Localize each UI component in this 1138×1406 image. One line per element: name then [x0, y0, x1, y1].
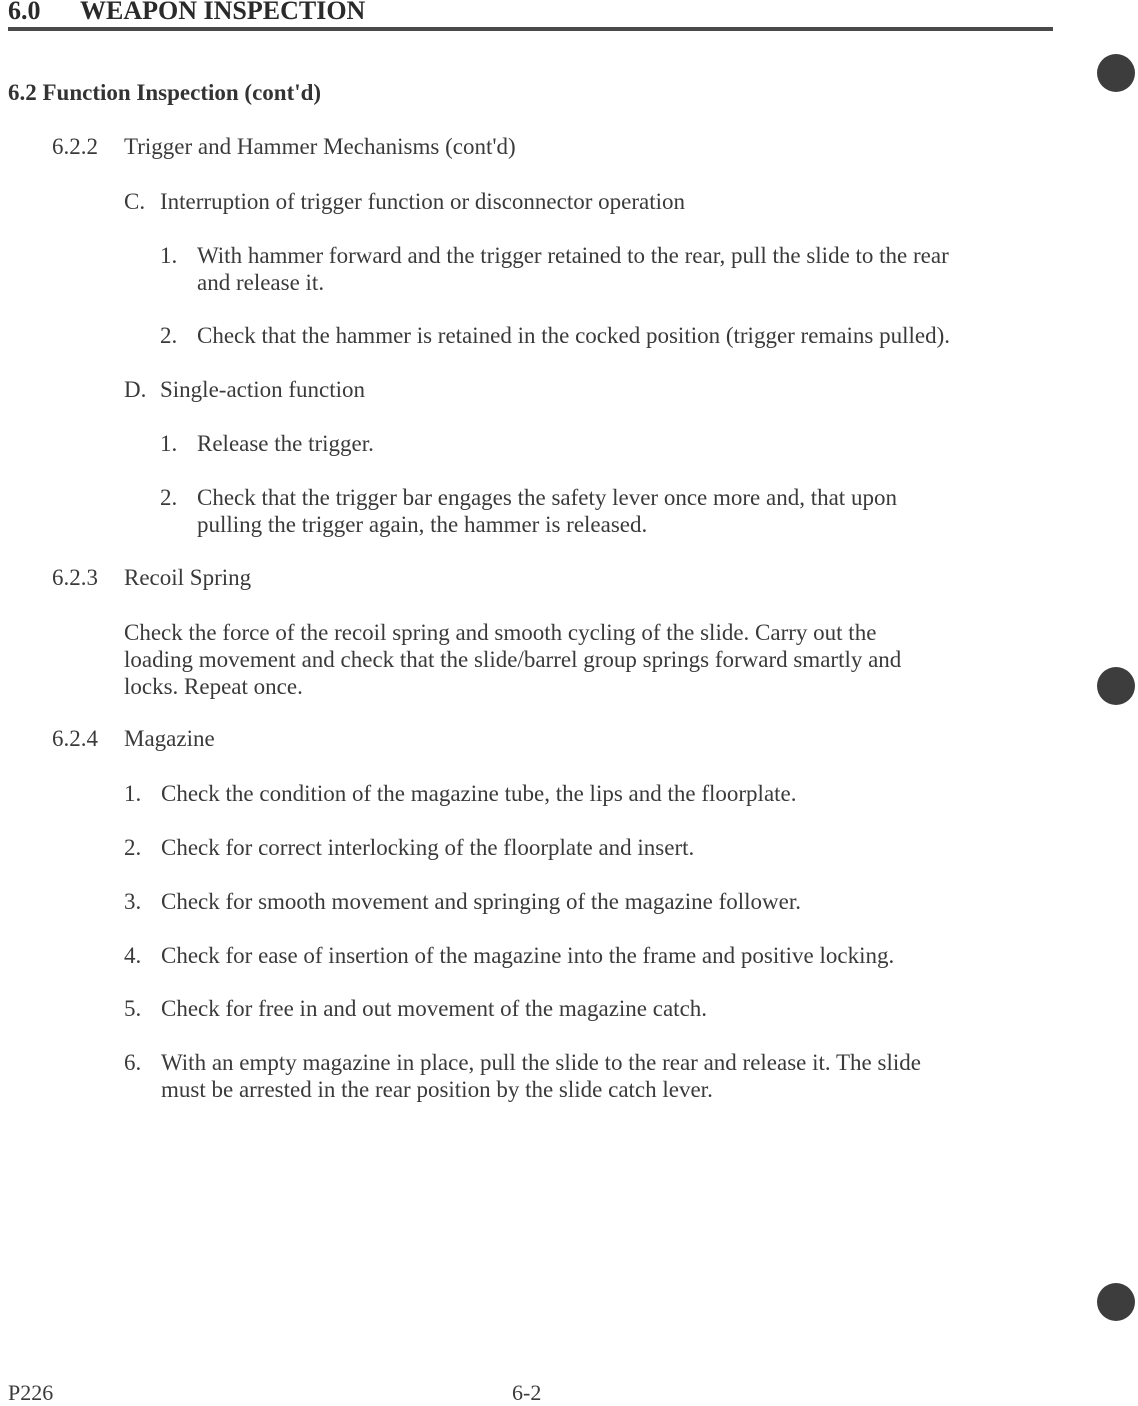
list-marker: 1. [124, 781, 142, 806]
subsection-number: 6.2.4 [52, 726, 98, 751]
list-item-line: Check for ease of insertion of the magazine into the frame and positive locking. [161, 943, 895, 968]
list-marker: D. [124, 377, 147, 402]
paragraph-line: Check the force of the recoil spring and smooth cycling of the slide. Carry out the [124, 620, 877, 645]
list-item [160, 430, 1060, 457]
list-item [160, 242, 1060, 296]
header-rule [8, 27, 1053, 31]
list-item [160, 484, 1060, 538]
list-item-line: Check the condition of the magazine tube, the lips and the floorplate. [161, 781, 797, 806]
list-item-line: pulling the trigger again, the hammer is released. [197, 512, 648, 537]
paragraph-title: Single-action function [160, 377, 366, 402]
list-marker: 1. [160, 243, 178, 268]
list-item-line: and release it. [197, 270, 325, 295]
list-item-line: Check that the hammer is retained in the cocked position (trigger remains pulled). [197, 323, 951, 348]
list-item [124, 780, 1044, 807]
list-item-line: Release the trigger. [197, 431, 374, 456]
list-marker: 4. [124, 943, 142, 968]
subsection-title: Magazine [124, 726, 215, 751]
list-item [124, 888, 1044, 915]
paragraph-d-heading [124, 376, 1024, 403]
subsection-title: Trigger and Hammer Mechanisms (cont'd) [124, 134, 516, 159]
list-item-line: With hammer forward and the trigger retained to the rear, pull the slide to the rear [197, 243, 949, 268]
list-marker: 5. [124, 996, 142, 1021]
subsection-number: 6.2.3 [52, 565, 98, 590]
document-code: P226 [8, 1380, 54, 1405]
chapter-title: WEAPON INSPECTION [80, 0, 366, 25]
list-item [160, 322, 1060, 349]
list-marker: 1. [160, 431, 178, 456]
subsection-number: 6.2.2 [52, 134, 98, 159]
paragraph-line: loading movement and check that the slide/barrel group springs forward smartly and [124, 647, 902, 672]
subsection-622-heading [52, 134, 516, 160]
list-item [124, 995, 1044, 1022]
list-marker: 2. [160, 323, 178, 348]
list-item [124, 834, 1044, 861]
list-item [124, 1049, 1044, 1103]
paragraph-title: Interruption of trigger function or disconnector operation [160, 189, 686, 214]
list-marker: C. [124, 189, 146, 214]
list-marker: 2. [160, 485, 178, 510]
subsection-623-heading [52, 565, 251, 591]
subsection-title: Recoil Spring [124, 565, 252, 590]
chapter-number: 6.0 [8, 0, 41, 25]
list-item-line: Check for free in and out movement of the magazine catch. [161, 996, 708, 1021]
list-item-line: With an empty magazine in place, pull the slide to the rear and release it. The slide [161, 1050, 921, 1075]
list-marker: 6. [124, 1050, 142, 1075]
subsection-624-heading [52, 726, 215, 752]
binder-hole-icon [1097, 54, 1135, 92]
chapter-heading [8, 0, 365, 26]
paragraph-c-heading [124, 188, 1024, 215]
binder-hole-icon [1097, 1283, 1135, 1321]
paragraph-line: locks. Repeat once. [124, 674, 303, 699]
list-item [124, 942, 1044, 969]
list-marker: 3. [124, 889, 142, 914]
list-item-line: Check for smooth movement and springing of the magazine follower. [161, 889, 802, 914]
binder-hole-icon [1097, 667, 1135, 705]
section-heading: 6.2 Function Inspection (cont'd) [8, 80, 322, 105]
list-item-line: must be arrested in the rear position by the slide catch lever. [161, 1077, 713, 1102]
list-item-line: Check that the trigger bar engages the safety lever once more and, that upon [197, 485, 897, 510]
list-item-line: Check for correct interlocking of the floorplate and insert. [161, 835, 695, 860]
page-number: 6-2 [512, 1380, 542, 1405]
recoil-spring-paragraph [124, 619, 901, 700]
list-marker: 2. [124, 835, 142, 860]
